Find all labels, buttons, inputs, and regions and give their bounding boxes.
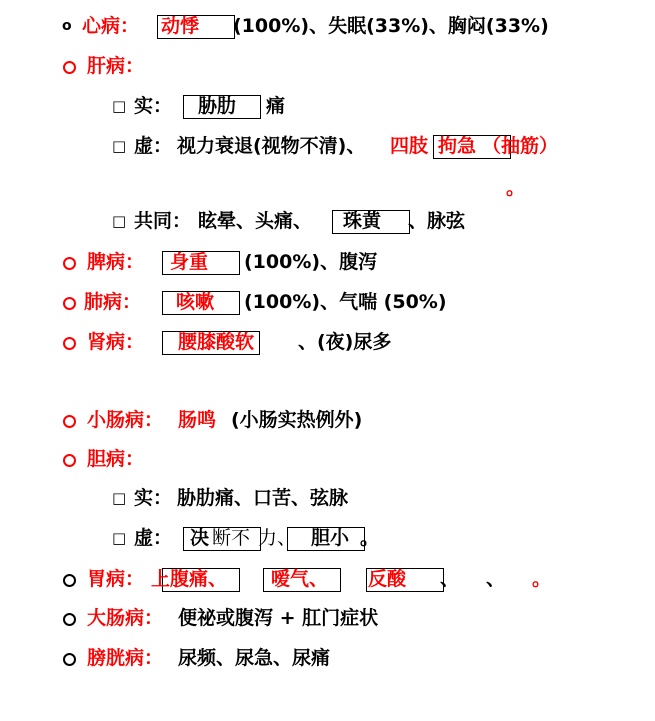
spleen-label: 脾病：	[87, 251, 145, 273]
bullet-square-icon: □	[112, 529, 127, 547]
gb-xu-label: 虚：	[134, 527, 173, 549]
heart-text: (100%)、失眠(33%)、胸闷(33%)	[233, 15, 549, 37]
bullet-square-icon: □	[112, 137, 127, 155]
liver-common-text2: 、脉弦	[408, 210, 466, 232]
kidney-answer: 腰膝酸软	[178, 331, 255, 353]
stomach-answer2: 嗳气、	[271, 568, 329, 590]
liver-xu-text: 视力衰退(视物不清)、	[177, 135, 366, 157]
gb-xu-answer-a: 决	[190, 527, 210, 549]
gb-shi-label: 实：	[134, 487, 173, 509]
bullet-circle-icon	[63, 613, 76, 626]
lung-text: (100%)、气喘 (50%)	[244, 291, 447, 313]
bladder-label: 膀胱病：	[87, 647, 164, 669]
liver-xu-label: 虚：	[134, 135, 173, 157]
liver-label: 肝病：	[87, 55, 145, 77]
gb-xu-text-a: 力、	[258, 527, 297, 549]
liver-xu-answer: 拘急	[438, 135, 477, 157]
liver-common-text: 眩晕、头痛、	[198, 210, 313, 232]
kidney-label: 肾病：	[87, 331, 145, 353]
heart-row	[82, 12, 139, 40]
bullet-circle-icon	[63, 415, 76, 428]
liver-shi-text: 痛	[266, 95, 286, 117]
liver-xu-red1: 四肢	[390, 135, 429, 157]
bullet-circle-icon	[63, 297, 76, 310]
gb-xu-answer2: 胆小	[311, 527, 350, 549]
bullet-circle-icon	[63, 653, 76, 666]
bullet-square-icon: □	[112, 97, 127, 115]
bullet-circle-icon	[63, 574, 76, 587]
liver-common-label: 共同：	[134, 210, 192, 232]
lung-label: 肺病：	[84, 291, 142, 313]
heart-answer: 动悸	[161, 15, 200, 37]
bullet-circle-icon	[63, 337, 76, 350]
gb-xu-text-b: 。	[360, 527, 380, 549]
stomach-answer3: 反酸	[368, 568, 407, 590]
large-intestine-text: 便祕或腹泻 + 肛门症状	[178, 607, 379, 629]
stomach-answer1: 上腹痛、	[151, 568, 228, 590]
bullet-circle-icon	[63, 454, 76, 467]
liver-common-answer: 珠黄	[343, 210, 382, 232]
gb-xu-answer-b: 断不	[212, 527, 251, 549]
kidney-text: 、(夜)尿多	[298, 331, 392, 353]
small-intestine-text: (小肠实热例外)	[231, 409, 363, 431]
stomach-label: 胃病：	[87, 568, 145, 590]
spleen-text: (100%)、腹泻	[244, 251, 378, 273]
bullet-circle-icon	[63, 257, 76, 270]
liver-xu-dot: 。	[506, 177, 526, 199]
bullet-circle-icon: o	[62, 18, 72, 34]
bladder-text: 尿频、尿急、尿痛	[178, 647, 331, 669]
liver-xu-red2: （抽筋）	[482, 135, 559, 157]
lung-answer: 咳嗽	[176, 291, 215, 313]
liver-shi-answer: 胁肋	[198, 95, 237, 117]
stomach-sep1: 、	[440, 568, 460, 590]
liver-shi-label: 实：	[134, 95, 173, 117]
bullet-circle-icon	[63, 61, 76, 74]
large-intestine-label: 大肠病：	[87, 607, 164, 629]
small-intestine-red: 肠鸣	[178, 409, 217, 431]
stomach-dot: 。	[532, 568, 552, 590]
heart-label: 心病：	[82, 15, 140, 37]
small-intestine-label: 小肠病：	[87, 409, 164, 431]
gb-shi-text: 胁肋痛、口苦、弦脉	[177, 487, 349, 509]
gallbladder-label: 胆病：	[87, 448, 145, 470]
stomach-sep2: 、	[486, 568, 506, 590]
bullet-square-icon: □	[112, 212, 127, 230]
bullet-square-icon: □	[112, 489, 127, 507]
spleen-answer: 身重	[170, 251, 209, 273]
